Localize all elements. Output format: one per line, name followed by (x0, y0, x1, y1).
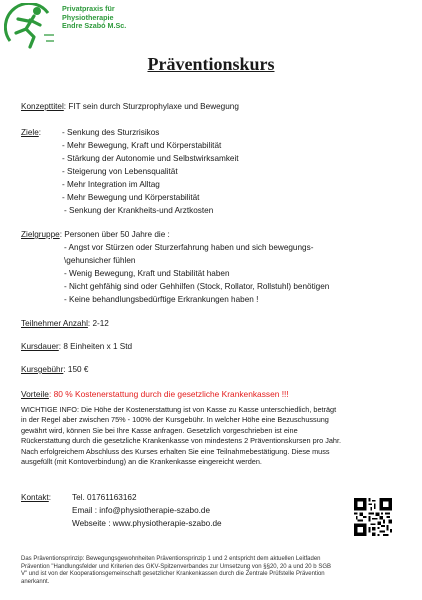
kursdauer-label: Kursdauer (21, 342, 59, 351)
kontakt-website[interactable]: Webseite : www.physiotherapie-szabo.de (72, 519, 222, 528)
ziele-item: - Mehr Integration im Alltag (62, 180, 160, 189)
qr-code-icon[interactable] (354, 498, 392, 536)
zielgruppe-label: Zielgruppe (21, 230, 60, 239)
kontakt-colon: : (48, 493, 52, 502)
page-title: Präventionskurs (147, 54, 275, 74)
vorteile-value: : 80 % Kostenerstattung durch die gesetzliche Krankenkassen !!! (48, 389, 289, 399)
teilnehmer-row (21, 318, 109, 329)
kursgebuehr-row (21, 364, 88, 375)
logo-text (62, 5, 126, 31)
footer-line: Das Präventionsprinzip: Bewegungsgewohnheiten Präventionsprinzip 1 und 2 entspricht dem aktuellen Leitfaden (21, 556, 321, 562)
footer-line: Prävention "Handlungsfelder und Kriterien des GKV-Spitzenverbandes zur Umsetzung von §§20, 20 a und 20 b SGB (21, 563, 331, 570)
ziele-item: - Mehr Bewegung, Kraft und Körperstabilität (62, 141, 222, 150)
zielgruppe-item: - Keine behandlungsbedürftige Erkrankungen haben ! (64, 295, 259, 304)
ziele-item: - Steigerung von Lebensqualität (62, 167, 178, 176)
kursdauer-value: : 8 Einheiten x 1 Std (58, 342, 133, 351)
ziele-item: - Senkung der Krankheits-und Arztkosten (64, 206, 214, 215)
kontakt-email[interactable]: Email : info@physiotherapie-szabo.de (72, 506, 211, 515)
konzept-label: Konzepttitel (21, 102, 64, 111)
teilnehmer-label: Teilnehmer Anzahl (21, 319, 88, 328)
logo-line-3: Endre Szabó M.Sc. (62, 21, 127, 31)
info-block (21, 405, 341, 467)
logo-line-1: Privatpraxis für (62, 4, 115, 13)
info-line: in der Regel aber zwischen 75% - 100% der Kursgebühr. In welcher Höhe eine Bezuschussung (21, 415, 329, 425)
runner-logo-icon (4, 3, 56, 53)
info-line: Rückerstattung durch die gesetzliche Krankenkasse von mindestens 2 Präventionskursen pro Jahr. (21, 436, 342, 446)
logo-line-2: Physiotherapie (62, 12, 114, 22)
zielgruppe-item: - Nicht gehfähig sind oder Gehhilfen (Stock, Rollator, Rollstuhl) benötigen (64, 282, 330, 291)
footer-line: anerkannt. (21, 578, 50, 585)
vorteile-label: Vorteile (21, 389, 49, 399)
teilnehmer-value: : 2-12 (87, 319, 109, 328)
ziele-colon: : (38, 128, 42, 137)
zielgruppe-item: - Angst vor Stürzen oder Sturzerfahrung haben und sich bewegungs- (64, 243, 314, 252)
ziele-item: - Senkung des Sturzrisikos (62, 128, 160, 137)
zielgruppe-intro: : Personen über 50 Jahre die : (59, 230, 170, 239)
ziele-label: Ziele (21, 128, 39, 137)
konzept-value: : FIT sein durch Sturzprophylaxe und Bewegung (63, 102, 239, 111)
zielgruppe-row (21, 229, 170, 240)
kontakt-tel[interactable]: Tel. 01761163162 (72, 493, 137, 502)
ziele-item: - Stärkung der Autonomie und Selbstwirksamkeit (62, 154, 239, 163)
info-line: Nach erfolgreichem Abschluss des Kurses erhalten Sie eine Teilnahmebestätigung. Diese muss (21, 446, 330, 456)
zielgruppe-item: \gehunsicher fühlen (64, 256, 136, 265)
zielgruppe-item: - Wenig Bewegung, Kraft und Stabilität haben (64, 269, 230, 278)
kontakt-label: Kontakt (21, 493, 49, 502)
footer-note (21, 556, 331, 586)
kursdauer-row (21, 341, 132, 352)
kursgebuehr-label: Kursgebühr (21, 365, 64, 374)
kursgebuehr-value: : 150 € (63, 365, 89, 374)
konzept-row (21, 101, 239, 112)
ziele-item: - Mehr Bewegung und Körperstabilität (62, 193, 200, 202)
vorteile-row (21, 389, 289, 400)
footer-line: V" und ist von der Kooperationsgemeinschaft gesetzlicher Krankenkassen durch die Zentrale Prüfstelle Prävention (21, 571, 325, 578)
info-line: WICHTIGE INFO: Die Höhe der Kostenerstattung ist von Kasse zu Kasse unterschiedlich, beträgt (21, 405, 337, 414)
info-line: gewährt wird, können Sie bei Ihre Kasse anfragen. Gesetzlich vorgeschrieben ist eine (21, 425, 298, 435)
info-line: ausgefüllt (mit Kontoverbindung) an die Krankenkasse eingereicht werden. (21, 457, 262, 467)
